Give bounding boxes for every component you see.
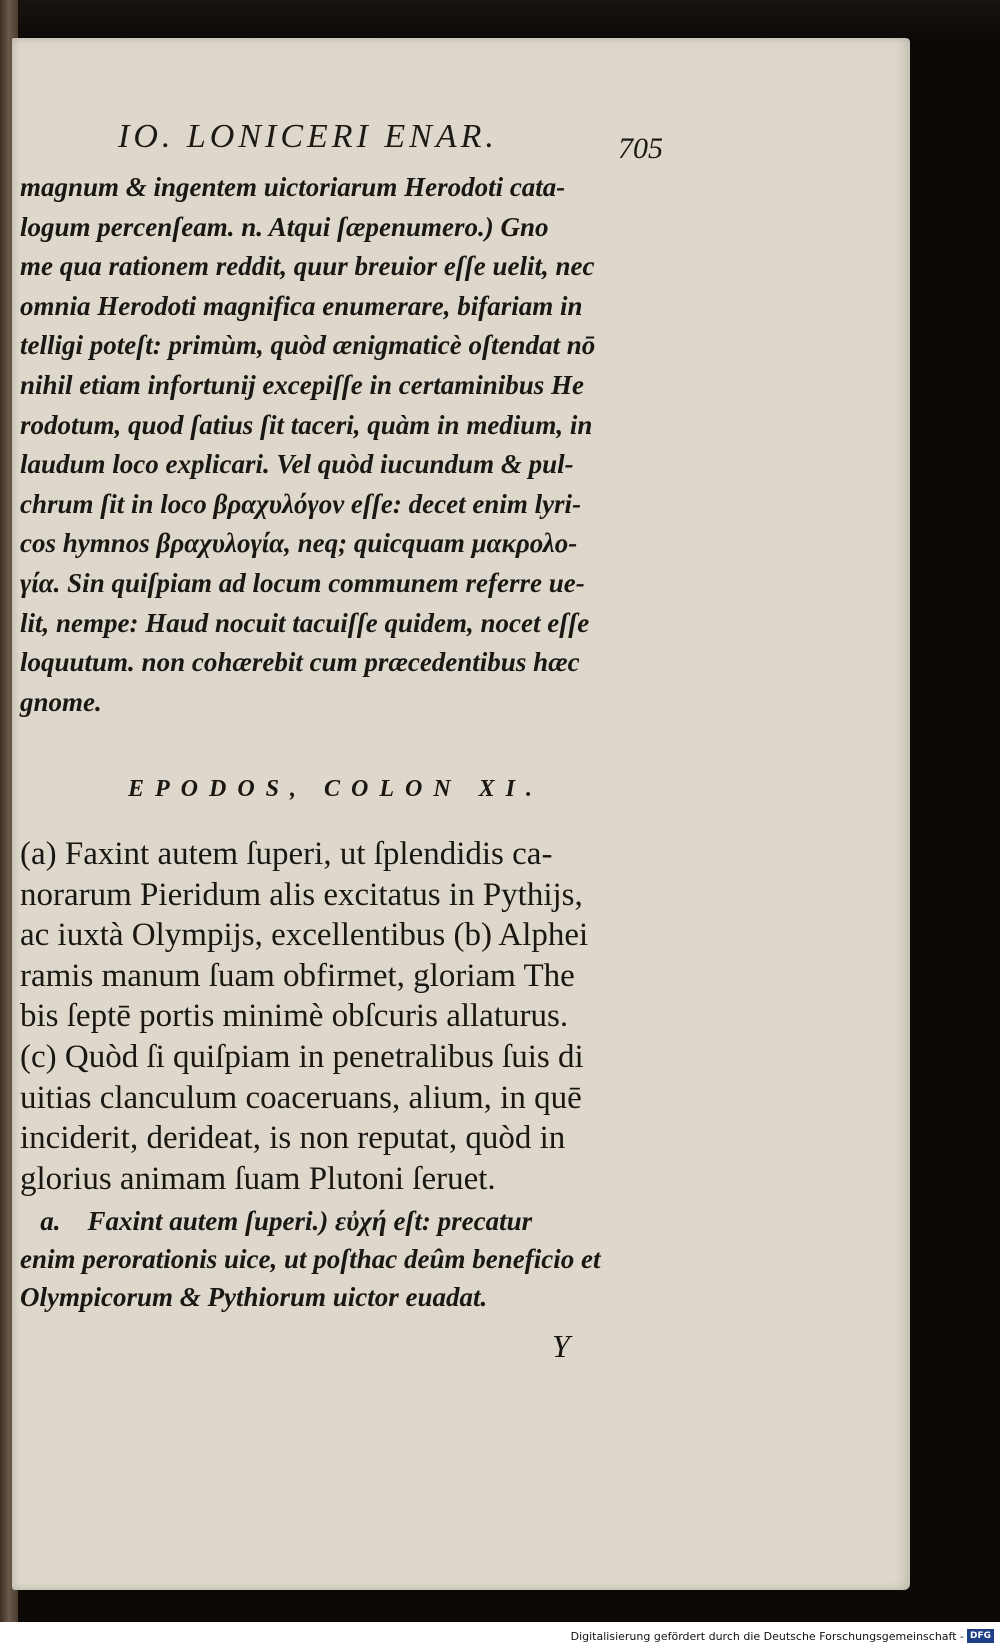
verse-line: norarum Pieridum alis excitatus in Pythijs, <box>20 876 583 913</box>
notes-block <box>20 1202 670 1316</box>
commentary-line: omnia Herodoti magnifica enumerare, bifariam in <box>20 290 583 321</box>
scan-top-edge <box>0 0 1000 38</box>
commentary-line: magnum & ingentem uictoriarum Herodoti cata- <box>20 172 566 202</box>
note-line: enim perorationis uice, ut poſthac deûm beneficio et <box>20 1244 601 1274</box>
verse-line: ramis manum ſuam obfirmet, gloriam The <box>20 957 575 994</box>
running-head: IO. LONICERI ENAR. <box>118 118 498 155</box>
commentary-line: lit, nempe: Haud nocuit tacuiſſe quidem, nocet eſſe <box>20 607 590 638</box>
commentary-block <box>20 168 670 722</box>
note-line: Olympicorum & Pythiorum uictor euadat. <box>20 1282 488 1312</box>
verse-line: (a) Faxint autem ſuperi, ut ſplendidis ca- <box>20 836 553 872</box>
commentary-line: gnome. <box>20 686 102 717</box>
verse-line: bis ſeptē portis minimè obſcuris allaturus. <box>20 998 569 1035</box>
verse-line: ac iuxtà Olympijs, excellentibus (b) Alphei <box>20 917 589 954</box>
page-number: 705 <box>618 132 663 165</box>
note-line: a. Faxint autem ſuperi.) εὐχή eſt: precatur <box>20 1206 533 1236</box>
footer-credit: Digitalisierung gefördert durch die Deutsche Forschungsgemeinschaft - <box>570 1630 964 1643</box>
verse-line: uitias clanculum coaceruans, alium, in quē <box>20 1079 582 1116</box>
section-heading: EPODOS, COLON XI. <box>128 776 544 802</box>
verse-line: glorius animam ſuam Plutoni ſeruet. <box>20 1160 496 1197</box>
commentary-line: rodotum, quod ſatius ſit taceri, quàm in medium, in <box>20 409 593 440</box>
commentary-line: telligi poteſt: primùm, quòd ænigmaticè oſtendat nō <box>20 330 596 361</box>
commentary-line: nihil etiam infortunij excepiſſe in certaminibus He <box>20 369 585 400</box>
commentary-line: laudum loco explicari. Vel quòd iucundum & pul- <box>20 449 574 480</box>
verse-block <box>20 834 670 1199</box>
commentary-line: cos hymnos βραχυλογία, neq; quicquam μακρολο- <box>20 528 578 559</box>
commentary-line: logum percenſeam. n. Atqui ſæpenumero.) Gno <box>20 211 549 242</box>
commentary-line: γία. Sin quiſpiam ad locum communem referre ue- <box>20 567 585 598</box>
dfg-logo: DFG <box>967 1629 994 1643</box>
commentary-line: chrum ſit in loco βραχυλόγον eſſe: decet enim lyri- <box>20 488 582 519</box>
commentary-line: loquutum. non cohærebit cum præcedentibus hæc <box>20 647 580 678</box>
catchword: Y <box>552 1328 570 1364</box>
verse-line: inciderit, derideat, is non reputat, quòd in <box>20 1120 566 1157</box>
commentary-line: me qua rationem reddit, quur breuior eſſe uelit, nec <box>20 251 595 282</box>
verse-line: (c) Quòd ſi quiſpiam in penetralibus ſuis di <box>20 1038 584 1075</box>
